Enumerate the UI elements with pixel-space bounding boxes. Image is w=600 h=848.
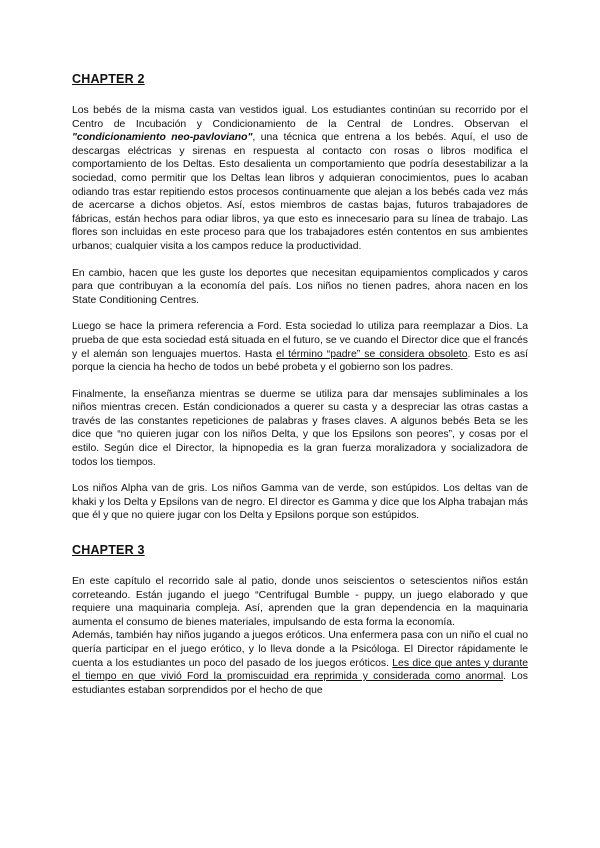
- underlined-phrase: Les dice que antes y durante el tiempo en que vivió Ford la promiscuidad era reprimida y considerada como anormal: [72, 657, 528, 683]
- chapter-3-heading: CHAPTER 3: [72, 543, 145, 558]
- chapter-2-paragraph-1: [72, 104, 528, 254]
- text-run: Además, también hay niños jugando a juegos eróticos. Una enfermera pasa con un niño el cual no quería participar en el juego erótico, y lo lleva donde a la Psicóloga. El Director rápidamente le cuenta a los estudiantes un poco del pasado de los juegos eróticos.: [72, 630, 528, 669]
- chapter-2-paragraph-5: Los niños Alpha van de gris. Los niños Gamma van de verde, son estúpidos. Los deltas van de khaki y los Delta y Epsilons van de negro. El director es Gamma y dice que los Alpha trabajan más que él y que no quiere jugar con los Delta y Epsilons porque son estúpidos.: [72, 483, 528, 522]
- chapter-3-paragraph-2: [72, 629, 528, 697]
- chapter-2-heading: CHAPTER 2: [72, 72, 145, 86]
- text-run: Luego se hace la primera referencia a Ford. Esta sociedad lo utiliza para reemplazar a Dios. La prueba de que esta sociedad está situada en el futuro, se ve cuando el Director dice que el francés y el alemán son lenguajes muertos. Hasta: [72, 321, 528, 360]
- text-run: Los bebés de la misma casta van vestidos igual. Los estudiantes continúan su recorrido por el Centro de Incubación y Condicionamiento de la Central de Londres. Observan el: [72, 105, 528, 130]
- chapter-2-paragraph-2: En cambio, hacen que les guste los deportes que necesitan equipamientos complicados y caros para que contribuyan a la economía del país. Los niños no tienen padres, ahora nacen en los State Conditioning Centres.: [72, 267, 528, 306]
- chapter-2-paragraph-3: [72, 320, 528, 374]
- text-run: , una técnica que entrena a los bebés. Aquí, el uso de descargas eléctricas y sirenas en respuesta al contacto con rosas o libros modifica el comportamiento de los Deltas. Esto desalienta un comportamiento que podría desestabilizar a la sociedad, como permitir que los Deltas lean libros y adquieran conocimientos, pues lo acaban odiando tras estar repitiendo estos procesos continuamente que alejan a los bebés cada vez más de acercarse a dichos objetos. Así, estos miembros de castas bajas, futuros trabajadores de fábricas, están hechos para odiar libros, ya que esto es innecesario para su línea de trabajo. Las flores son incluidas en este proceso para que los trabajadores estén contentos en sus ambientes urbanos; cualquier visita a los campos reduce la productividad.: [72, 132, 528, 252]
- chapter-2-paragraph-4: Finalmente, la enseñanza mientras se duerme se utiliza para dar mensajes subliminales a los niños mientras crecen. Están condicionados a querer su casta y a despreciar las otras castas a través de las constantes repeticiones de palabras y frases claves. A algunos bebés Beta se les dice que “no quieren jugar con los niños Delta, y que los Epsilons son peores”, y cosas por el estilo. Según dice el Director, la hipnopedia es la gran fuerza moralizadora y socializadora de todos los tiempos.: [72, 388, 528, 468]
- text-run: . Esto es así porque la ciencia ha hecho de todos un bebé probeta y el gobierno son los padres.: [72, 348, 528, 374]
- underlined-phrase: el término “padre” se considera obsoleto: [276, 348, 468, 360]
- text-run: . Los estudiantes estaban sorprendidos por el hecho de que: [72, 671, 528, 696]
- chapter-3-paragraph-1: En este capítulo el recorrido sale al patio, donde unos seiscientos o setescientos niños están correteando. Están jugando el juego “Centrifugal Bumble - puppy, un juego elaborado y que requiere una maquinaria compleja. Así, aprenden que la gran dependencia en la maquinaria aumenta el consumo de bienes materiales, impulsando de esta forma la economía.: [72, 576, 528, 628]
- emphasis-term: "condicionamiento neo-pavloviano": [72, 132, 253, 144]
